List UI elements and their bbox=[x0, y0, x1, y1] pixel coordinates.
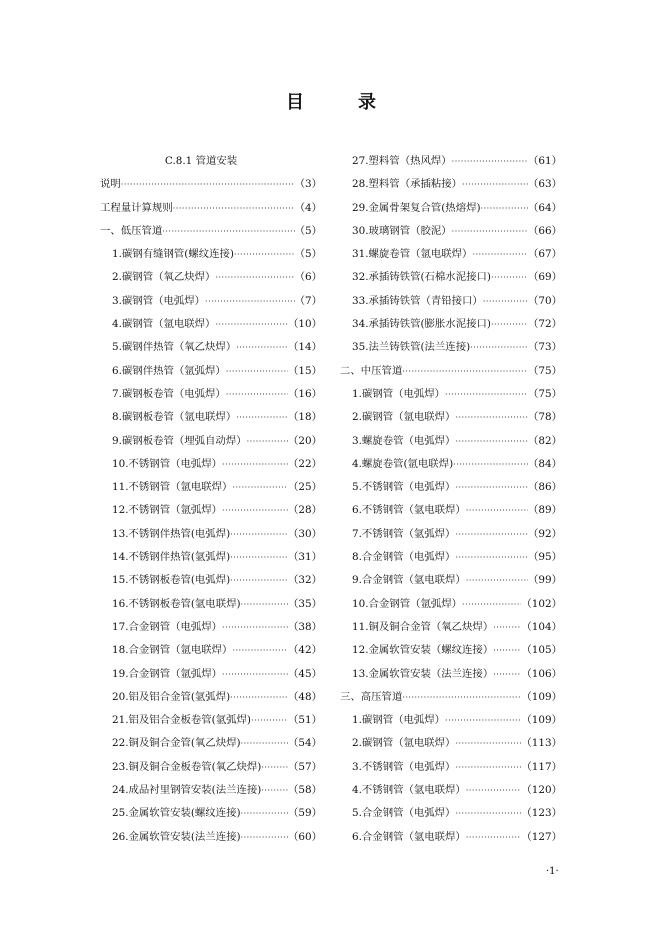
toc-entry[interactable] bbox=[100, 499, 322, 522]
toc-entry-page: （60） bbox=[287, 830, 322, 843]
toc-entry-page: （89） bbox=[527, 504, 562, 517]
toc-entry-page: （106） bbox=[521, 667, 562, 680]
toc-entry-title: 23.铜及铜合金板卷管(氧乙炔焊) bbox=[112, 760, 262, 773]
toc-entry-page: （18） bbox=[287, 411, 322, 424]
toc-entry-title: 12.金属软管安装（螺纹连接） bbox=[352, 644, 494, 657]
toc-entry-title: 6.合金钢管（氩电联焊） bbox=[352, 830, 466, 843]
toc-entry-page: （5） bbox=[294, 224, 322, 237]
toc-leader-dots bbox=[466, 779, 522, 802]
toc-entry-title: 1.碳钢有缝钢管(螺纹连接) bbox=[112, 248, 234, 261]
toc-entry-page: （95） bbox=[527, 551, 562, 564]
toc-entry-title: 13.不锈钢伴热管(电弧焊) bbox=[112, 527, 231, 540]
toc-entry[interactable] bbox=[340, 383, 562, 406]
toc-entry-title: 2.碳钢管（氩电联焊） bbox=[352, 737, 456, 750]
toc-leader-dots bbox=[247, 430, 288, 453]
toc-leader-dots bbox=[455, 406, 528, 429]
toc-entry[interactable] bbox=[340, 639, 562, 662]
toc-entry-title: 6.碳钢伴热管（氩弧焊） bbox=[112, 364, 226, 377]
toc-entry-title: 9.合金钢管（氩电联焊） bbox=[352, 574, 466, 587]
toc-entry-page: （22） bbox=[287, 457, 322, 470]
toc-entry-page: （6） bbox=[294, 271, 322, 284]
toc-leader-dots bbox=[222, 616, 288, 639]
toc-leader-dots bbox=[230, 569, 288, 592]
toc-leader-dots bbox=[241, 593, 288, 616]
toc-leader-dots bbox=[222, 663, 288, 686]
toc-entry-page: （67） bbox=[527, 248, 562, 261]
toc-entry-page: （61） bbox=[527, 155, 562, 167]
toc-entry-title: 一、低压管道 bbox=[100, 224, 163, 237]
toc-entry-title: 24.成品衬里钢管安装(法兰连接) bbox=[112, 784, 262, 797]
toc-entry[interactable] bbox=[340, 313, 562, 336]
toc-leader-dots bbox=[481, 197, 528, 220]
toc-entry[interactable] bbox=[340, 243, 562, 266]
toc-entry[interactable] bbox=[100, 290, 322, 313]
toc-entry-page: （5） bbox=[294, 248, 322, 261]
toc-entry-title: 32.承插铸铁管(石棉水泥接口) bbox=[352, 271, 491, 284]
toc-entry-page: （10） bbox=[287, 318, 322, 331]
toc-entry[interactable] bbox=[100, 523, 322, 546]
toc-entry-page: （99） bbox=[527, 574, 562, 587]
toc-leader-dots bbox=[493, 639, 521, 662]
toc-leader-dots bbox=[234, 243, 295, 266]
toc-left-column bbox=[100, 150, 322, 849]
toc-entry[interactable] bbox=[100, 593, 322, 616]
toc-entry[interactable] bbox=[100, 546, 322, 569]
toc-entry[interactable] bbox=[340, 756, 562, 779]
toc-entry-page: （82） bbox=[527, 434, 562, 447]
toc-entry-title: 11.不锈钢管（氩电联焊） bbox=[112, 481, 233, 494]
toc-entry-page: （3） bbox=[294, 178, 322, 191]
toc-entry-title: 二、中压管道 bbox=[340, 364, 403, 377]
toc-entry-page: （16） bbox=[287, 387, 322, 400]
toc-entry-title: 6.不锈钢管（氩电联焊） bbox=[352, 504, 466, 517]
toc-entry-title: 三、高压管道 bbox=[340, 690, 403, 703]
toc-leader-dots bbox=[222, 499, 288, 522]
toc-leader-dots bbox=[205, 290, 295, 313]
toc-leader-dots bbox=[493, 616, 521, 639]
toc-leader-dots bbox=[226, 383, 288, 406]
toc-entry-title: 5.碳钢伴热管（氧乙炔焊） bbox=[112, 341, 237, 354]
toc-entry[interactable] bbox=[100, 173, 322, 196]
toc-leader-dots bbox=[445, 383, 528, 406]
toc-entry-page: （25） bbox=[287, 481, 322, 494]
toc-leader-dots bbox=[230, 546, 288, 569]
toc-entry[interactable] bbox=[340, 826, 562, 849]
toc-leader-dots bbox=[470, 336, 528, 359]
toc-entry-title: 20.铝及铝合金管(氩弧焊) bbox=[112, 690, 231, 703]
toc-entry[interactable] bbox=[340, 546, 562, 569]
toc-entry[interactable] bbox=[340, 173, 562, 196]
toc-entry-title: 27.塑料管（热风焊） bbox=[352, 155, 452, 167]
toc-leader-dots bbox=[236, 336, 288, 359]
toc-leader-dots bbox=[455, 523, 528, 546]
toc-leader-dots bbox=[230, 686, 288, 709]
toc-entry[interactable] bbox=[340, 593, 562, 616]
toc-leader-dots bbox=[215, 266, 294, 289]
toc-leader-dots bbox=[230, 523, 288, 546]
toc-entry[interactable] bbox=[340, 290, 562, 313]
toc-entry[interactable] bbox=[100, 476, 322, 499]
toc-entry-page: （57） bbox=[287, 760, 322, 773]
toc-entry[interactable] bbox=[340, 360, 562, 383]
toc-leader-dots bbox=[491, 266, 528, 289]
toc-entry-page: （120） bbox=[521, 784, 562, 797]
toc-entry[interactable] bbox=[100, 779, 322, 802]
toc-entry-title: 19.合金钢管（氩弧焊） bbox=[112, 667, 223, 680]
toc-entry-title: 13.金属软管安装（法兰连接） bbox=[352, 667, 494, 680]
toc-entry-page: （69） bbox=[527, 271, 562, 284]
toc-entry[interactable] bbox=[100, 197, 322, 220]
toc-entry-page: （105） bbox=[521, 644, 562, 657]
toc-entry-title: 4.碳钢管（氩电联焊） bbox=[112, 318, 216, 331]
toc-leader-dots bbox=[215, 313, 288, 336]
toc-entry-title: 说明 bbox=[100, 178, 121, 191]
toc-leader-dots bbox=[121, 173, 295, 196]
toc-entry-title: C.8.1 管道安装 bbox=[164, 155, 238, 167]
toc-entry[interactable] bbox=[340, 476, 562, 499]
toc-entry-page: （31） bbox=[287, 551, 322, 564]
toc-entry-page: （109） bbox=[521, 690, 562, 703]
toc-entry[interactable] bbox=[100, 639, 322, 662]
toc-entry[interactable] bbox=[340, 499, 562, 522]
toc-entry-title: 30.玻璃钢管（胶泥） bbox=[352, 224, 452, 237]
toc-entry[interactable] bbox=[340, 779, 562, 802]
toc-entry-page: （7） bbox=[294, 294, 322, 307]
toc-entry-title: 1.碳钢管（电弧焊） bbox=[352, 714, 446, 727]
toc-leader-dots bbox=[455, 476, 528, 499]
toc-entry[interactable] bbox=[100, 663, 322, 686]
toc-entry-title: 3.碳钢管（电弧焊） bbox=[112, 294, 206, 307]
toc-entry-title: 7.碳钢板卷管（电弧焊） bbox=[112, 387, 226, 400]
toc-entry[interactable] bbox=[340, 686, 562, 709]
toc-entry-page: （30） bbox=[287, 527, 322, 540]
toc-entry[interactable] bbox=[340, 220, 562, 243]
toc-entry[interactable] bbox=[100, 360, 322, 383]
toc-entry-page: （78） bbox=[527, 411, 562, 424]
toc-entry[interactable] bbox=[340, 802, 562, 825]
toc-entry-title: 25.金属软管安装(螺纹连接) bbox=[112, 807, 241, 820]
toc-leader-dots bbox=[402, 686, 521, 709]
toc-entry-title: 28.塑料管（承插粘接） bbox=[352, 178, 463, 191]
toc-right-column bbox=[340, 150, 562, 849]
toc-leader-dots bbox=[226, 360, 288, 383]
toc-entry[interactable] bbox=[100, 569, 322, 592]
toc-entry[interactable] bbox=[100, 686, 322, 709]
toc-entry-page: （48） bbox=[287, 690, 322, 703]
toc-entry-title: 31.螺旋卷管（氩电联焊） bbox=[352, 248, 473, 261]
toc-entry[interactable] bbox=[100, 243, 322, 266]
toc-entry-page: （113） bbox=[521, 737, 562, 750]
toc-leader-dots bbox=[445, 709, 521, 732]
toc-entry-page: （75） bbox=[527, 387, 562, 400]
toc-entry-title: 2.碳钢管（氧乙炔焊） bbox=[112, 271, 216, 284]
toc-entry-page: （32） bbox=[287, 574, 322, 587]
toc-entry[interactable] bbox=[340, 430, 562, 453]
toc-entry-page: （73） bbox=[527, 341, 562, 354]
toc-entry-page: （42） bbox=[287, 644, 322, 657]
toc-entry-page: （45） bbox=[287, 667, 322, 680]
toc-leader-dots bbox=[493, 663, 521, 686]
toc-entry-title: 35.法兰铸铁管(法兰连接) bbox=[352, 341, 471, 354]
toc-leader-dots bbox=[232, 476, 288, 499]
toc-entry-title: 工程量计算规则 bbox=[100, 201, 173, 214]
toc-entry[interactable] bbox=[100, 266, 322, 289]
toc-entry[interactable] bbox=[340, 150, 562, 173]
toc-entry[interactable] bbox=[340, 732, 562, 755]
toc-leader-dots bbox=[402, 360, 528, 383]
toc-entry-title: 15.不锈钢板卷管(电弧焊) bbox=[112, 574, 231, 587]
toc-entry[interactable] bbox=[340, 569, 562, 592]
toc-leader-dots bbox=[251, 709, 288, 732]
toc-leader-dots bbox=[173, 197, 295, 220]
toc-leader-dots bbox=[261, 756, 288, 779]
toc-leader-dots bbox=[491, 313, 528, 336]
toc-entry-page: （92） bbox=[527, 527, 562, 540]
toc-entry-page: （117） bbox=[521, 760, 562, 773]
toc-leader-dots bbox=[232, 639, 288, 662]
toc-leader-dots bbox=[455, 756, 521, 779]
toc-entry[interactable] bbox=[340, 709, 562, 732]
toc-entry-page: （64） bbox=[527, 201, 562, 214]
toc-entry-title: 16.不锈钢板卷管(氩电联焊) bbox=[112, 597, 241, 610]
toc-entry-title: 3.不锈钢管（电弧焊） bbox=[352, 760, 456, 773]
toc-entry-page: （75） bbox=[527, 364, 562, 377]
toc-entry[interactable] bbox=[340, 453, 562, 476]
toc-leader-dots bbox=[453, 453, 528, 476]
toc-entry[interactable] bbox=[340, 336, 562, 359]
toc-entry-title: 8.碳钢板卷管（氩电联焊） bbox=[112, 411, 237, 424]
toc-entry[interactable] bbox=[340, 616, 562, 639]
toc-entry-title: 17.合金钢管（电弧焊） bbox=[112, 620, 223, 633]
toc-entry-page: （35） bbox=[287, 597, 322, 610]
toc-entry-page: （66） bbox=[527, 224, 562, 237]
toc-leader-dots bbox=[222, 453, 288, 476]
toc-entry-page: （51） bbox=[287, 714, 322, 727]
toc-entry-title: 10.合金钢管（氩弧焊） bbox=[352, 597, 463, 610]
toc-entry-page: （104） bbox=[521, 620, 562, 633]
toc-entry[interactable] bbox=[100, 756, 322, 779]
toc-entry[interactable] bbox=[100, 220, 322, 243]
toc-entry-page: （63） bbox=[527, 178, 562, 191]
toc-entry-title: 29.金属骨架复合管(热熔焊) bbox=[352, 201, 481, 214]
toc-entry[interactable] bbox=[340, 523, 562, 546]
toc-entry-title: 5.不锈钢管（电弧焊） bbox=[352, 481, 456, 494]
toc-leader-dots bbox=[241, 826, 288, 849]
toc-entry-page: （14） bbox=[287, 341, 322, 354]
toc-entry-title: 34.承插铸铁管(膨胀水泥接口) bbox=[352, 318, 491, 331]
toc-entry-title: 18.合金钢管（氩电联焊） bbox=[112, 644, 233, 657]
toc-entry[interactable] bbox=[340, 266, 562, 289]
toc-leader-dots bbox=[241, 732, 288, 755]
toc-section-heading bbox=[100, 150, 322, 173]
toc-entry-page: （59） bbox=[287, 807, 322, 820]
toc-entry-title: 8.合金钢管（电弧焊） bbox=[352, 551, 456, 564]
toc-entry-page: （84） bbox=[527, 457, 562, 470]
toc-entry-title: 10.不锈钢管（电弧焊） bbox=[112, 457, 223, 470]
toc-leader-dots bbox=[455, 732, 521, 755]
toc-entry[interactable] bbox=[100, 802, 322, 825]
toc-leader-dots bbox=[162, 220, 294, 243]
toc-leader-dots bbox=[452, 220, 528, 243]
toc-entry[interactable] bbox=[100, 313, 322, 336]
page-number: ·1· bbox=[546, 866, 559, 877]
toc-entry-title: 26.金属软管安装(法兰连接) bbox=[112, 830, 241, 843]
toc-entry-title: 12.不锈钢管（氩弧焊） bbox=[112, 504, 223, 517]
page-title: 目 录 bbox=[286, 92, 394, 113]
toc-leader-dots bbox=[472, 243, 528, 266]
toc-entry-page: （102） bbox=[521, 597, 562, 610]
toc-leader-dots bbox=[462, 593, 521, 616]
toc-entry-page: （123） bbox=[521, 807, 562, 820]
toc-leader-dots bbox=[483, 290, 528, 313]
toc-leader-dots bbox=[466, 499, 528, 522]
toc-entry-page: （4） bbox=[294, 201, 322, 214]
toc-entry[interactable] bbox=[100, 616, 322, 639]
toc-entry[interactable] bbox=[100, 732, 322, 755]
toc-entry[interactable] bbox=[340, 197, 562, 220]
toc-entry-title: 33.承插铸铁管（青铅接口） bbox=[352, 294, 483, 307]
toc-leader-dots bbox=[455, 802, 521, 825]
toc-entry[interactable] bbox=[100, 383, 322, 406]
toc-entry-title: 2.碳钢管（氩电联焊） bbox=[352, 411, 456, 424]
toc-leader-dots bbox=[241, 802, 288, 825]
toc-entry[interactable] bbox=[100, 336, 322, 359]
toc-entry-title: 7.不锈钢管（氩弧焊） bbox=[352, 527, 456, 540]
toc-entry[interactable] bbox=[100, 430, 322, 453]
toc-entry[interactable] bbox=[340, 406, 562, 429]
toc-entry[interactable] bbox=[100, 406, 322, 429]
toc-entry-page: （15） bbox=[287, 364, 322, 377]
toc-entry-title: 14.不锈钢伴热管(氩弧焊) bbox=[112, 551, 231, 564]
toc-leader-dots bbox=[455, 430, 528, 453]
toc-entry-page: （38） bbox=[287, 620, 322, 633]
toc-entry-title: 3.螺旋卷管（电弧焊） bbox=[352, 434, 456, 447]
toc-leader-dots bbox=[466, 826, 522, 849]
toc-entry-page: （20） bbox=[287, 434, 322, 447]
toc-entry-title: 4.不锈钢管（氩电联焊） bbox=[352, 784, 466, 797]
toc-entry-page: （54） bbox=[287, 737, 322, 750]
toc-entry-title: 1.碳钢管（电弧焊） bbox=[352, 387, 446, 400]
toc-entry-title: 5.合金钢管（电弧焊） bbox=[352, 807, 456, 820]
toc-entry-title: 4.螺旋卷管(氩电联焊) bbox=[352, 457, 454, 470]
toc-entry[interactable] bbox=[100, 826, 322, 849]
toc-leader-dots bbox=[452, 150, 528, 173]
toc-entry-page: （86） bbox=[527, 481, 562, 494]
toc-entry[interactable] bbox=[100, 709, 322, 732]
toc-entry-page: （70） bbox=[527, 294, 562, 307]
toc-entry-title: 9.碳钢板卷管（埋弧自动焊） bbox=[112, 434, 247, 447]
toc-entry[interactable] bbox=[100, 453, 322, 476]
toc-entry-title: 22.铜及铜合金管(氧乙炔焊) bbox=[112, 737, 241, 750]
toc-leader-dots bbox=[261, 779, 288, 802]
toc-entry[interactable] bbox=[340, 663, 562, 686]
toc-leader-dots bbox=[462, 173, 528, 196]
toc-entry-page: （28） bbox=[287, 504, 322, 517]
toc-entry-title: 11.铜及铜合金管（氧乙炔焊） bbox=[352, 620, 494, 633]
toc-leader-dots bbox=[466, 569, 528, 592]
toc-entry-page: （109） bbox=[521, 714, 562, 727]
toc-entry-page: （72） bbox=[527, 318, 562, 331]
toc-leader-dots bbox=[236, 406, 288, 429]
toc-entry-page: （58） bbox=[287, 784, 322, 797]
toc-leader-dots bbox=[455, 546, 528, 569]
toc-entry-page: （127） bbox=[521, 830, 562, 843]
toc-entry-title: 21.铝及铝合金板卷管(氩弧焊) bbox=[112, 714, 251, 727]
